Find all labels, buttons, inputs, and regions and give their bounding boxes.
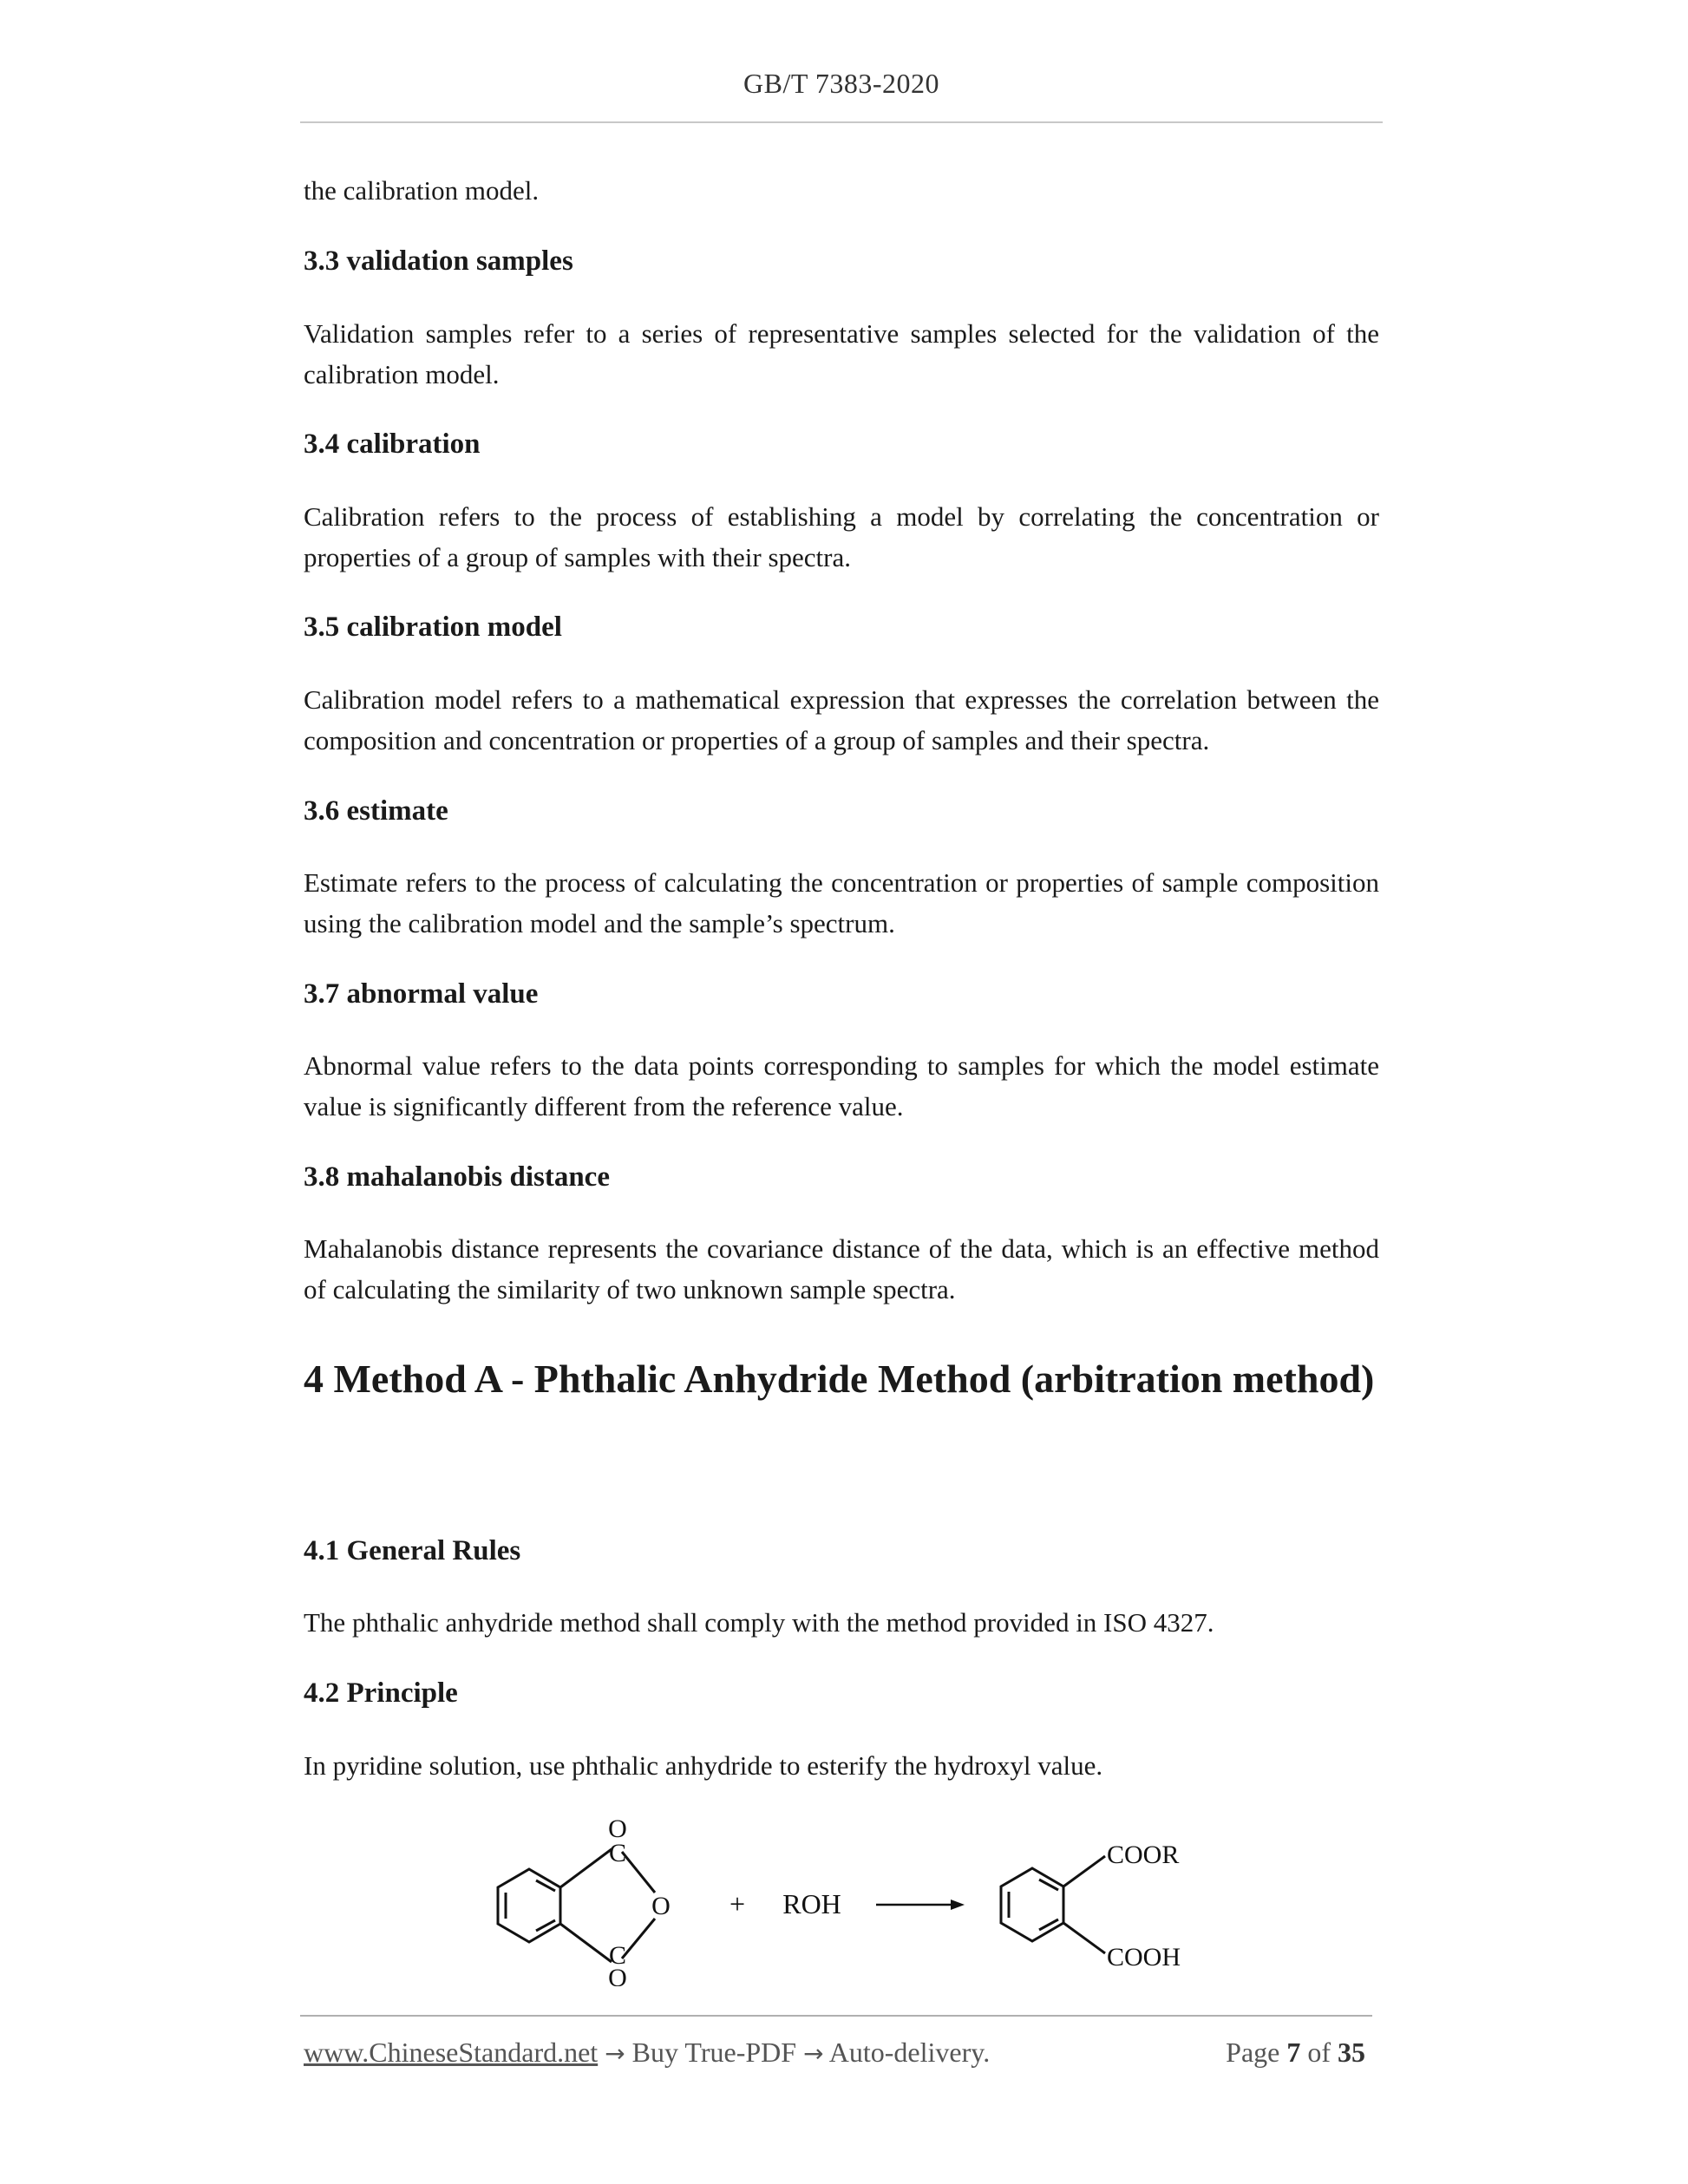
product-group-coor: COOR	[1107, 1841, 1180, 1869]
page-number: 7	[1286, 2037, 1301, 2068]
atom-o-bottom: O	[608, 1964, 627, 1986]
section-heading-3-3: 3.3 validation samples	[304, 245, 573, 277]
reaction-arrow	[876, 1900, 965, 1910]
footer-promo	[304, 2037, 990, 2069]
section-heading-3-6: 3.6 estimate	[304, 795, 448, 827]
section-heading-3-5: 3.5 calibration model	[304, 611, 562, 643]
section-text-3-6: Estimate refers to the process of calculating the concentration or properties of sample composition using the calibration model and the sample’s spectrum.	[304, 867, 1379, 938]
buy-text: Buy True-PDF	[631, 2037, 797, 2068]
atom-c-bottom: C	[608, 1941, 627, 1970]
atom-o-top: O	[608, 1815, 627, 1843]
section-heading-3-8: 3.8 mahalanobis distance	[304, 1161, 610, 1193]
site-link[interactable]: www.ChineseStandard.net	[304, 2037, 599, 2068]
of-label: of	[1307, 2037, 1331, 2068]
arrow-right-icon: →	[803, 2039, 824, 2068]
section-heading-3-4: 3.4 calibration	[304, 428, 481, 460]
section-heading-4-1: 4.1 General Rules	[304, 1535, 521, 1566]
document-header-title: GB/T 7383-2020	[743, 68, 939, 99]
reagent-roh: ROH	[782, 1888, 841, 1919]
atom-c-top: C	[608, 1839, 627, 1867]
section-text-4-1: The phthalic anhydride method shall comply with the method provided in ISO 4327.	[304, 1607, 1214, 1638]
reaction-equation	[486, 1813, 1214, 1986]
phthalate-ester-structure	[1001, 1856, 1105, 1953]
intro-fragment: the calibration model.	[304, 175, 540, 206]
section-text-3-4: Calibration refers to the process of establishing a model by correlating the concentration or properties of a group of samples with their spectra.	[304, 501, 1379, 572]
atom-o-ring: O	[651, 1892, 671, 1920]
phthalic-anhydride-structure	[498, 1849, 655, 1962]
section-text-4-2: In pyridine solution, use phthalic anhydride to esterify the hydroxyl value.	[304, 1750, 1103, 1781]
header-divider	[300, 121, 1383, 123]
section-text-3-3: Validation samples refer to a series of representative samples selected for the validation of the calibration model.	[304, 318, 1379, 389]
section-heading-3-7: 3.7 abnormal value	[304, 978, 539, 1010]
product-group-cooh: COOH	[1107, 1943, 1181, 1971]
plus-sign: +	[729, 1888, 746, 1919]
delivery-text: Auto-delivery.	[828, 2037, 991, 2068]
page-label: Page	[1226, 2037, 1280, 2068]
footer-divider	[300, 2015, 1372, 2017]
section-text-3-5: Calibration model refers to a mathematical expression that expresses the correlation between the composition and concentration or properties of a group of samples and their spectra.	[304, 684, 1379, 755]
section-text-3-7: Abnormal value refers to the data points corresponding to samples for which the model estimate value is significantly different from the reference value.	[304, 1050, 1379, 1121]
total-pages: 35	[1338, 2037, 1365, 2068]
page-indicator	[1226, 2037, 1365, 2069]
arrow-right-icon: →	[605, 2039, 625, 2068]
section-heading-4-2: 4.2 Principle	[304, 1677, 458, 1709]
chapter-heading-4: 4 Method A - Phthalic Anhydride Method (arbitration method)	[304, 1357, 1375, 1401]
section-text-3-8: Mahalanobis distance represents the covariance distance of the data, which is an effective method of calculating the similarity of two unknown sample spectra.	[304, 1233, 1379, 1305]
